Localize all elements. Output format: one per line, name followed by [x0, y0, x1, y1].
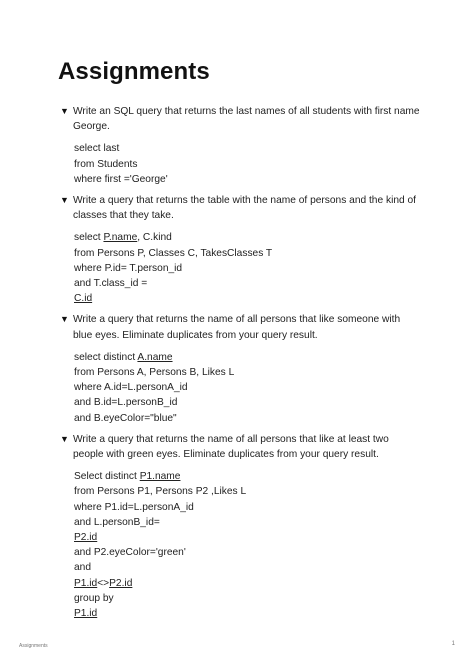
- sql-line: [74, 395, 420, 410]
- underlined-segment: A.name: [137, 351, 173, 363]
- sql-line: [74, 172, 420, 187]
- sql-line: [74, 350, 420, 365]
- sql-segment: and: [74, 562, 91, 574]
- sql-segment: where P1.id=L.personA_id: [74, 501, 194, 513]
- underlined-segment: P2.id: [74, 532, 98, 544]
- sql-line: [74, 484, 420, 499]
- sql-segment: and T.class_id =: [74, 278, 148, 290]
- sql-segment: where A.id=L.personA_id: [74, 382, 188, 394]
- sql-line: [74, 276, 420, 291]
- sql-line: [74, 380, 420, 395]
- question-text: Write an SQL query that returns the last names of all students with first name George.: [73, 106, 420, 133]
- question-text: Write a query that returns the name of all persons that like someone with blue eyes. Eliminate duplicates from your query result.: [73, 314, 401, 341]
- sql-answer: [60, 469, 420, 621]
- assignment-toggle: [60, 104, 420, 187]
- question-text: Write a query that returns the table with the name of persons and the kind of classes that they take.: [73, 195, 416, 222]
- sql-line: [74, 591, 420, 606]
- sql-line: [74, 545, 420, 560]
- assignment-question: [60, 312, 420, 342]
- sql-segment: select: [74, 232, 104, 244]
- sql-line: [74, 515, 420, 530]
- sql-line: [74, 157, 420, 172]
- assignment-toggle: [60, 432, 420, 621]
- triangle-down-icon[interactable]: ▼: [60, 433, 69, 444]
- sql-segment: and L.personB_id=: [74, 516, 160, 528]
- sql-segment: from Persons A, Persons B, Likes L: [74, 367, 235, 379]
- assignment-toggle: [60, 312, 420, 425]
- assignment-question: [60, 432, 420, 462]
- sql-segment: from Students: [74, 158, 138, 170]
- sql-segment: from Persons P1, Persons P2 ,Likes L: [74, 486, 247, 498]
- sql-segment: and B.eyeColor="blue": [74, 412, 177, 424]
- sql-answer: [60, 350, 420, 426]
- sql-line: [74, 411, 420, 426]
- sql-answer: [60, 230, 420, 306]
- sql-line: [74, 576, 420, 591]
- assignment-list: [60, 104, 420, 627]
- sql-line: [74, 500, 420, 515]
- sql-segment: select last: [74, 143, 120, 155]
- sql-line: [74, 560, 420, 575]
- sql-segment: group by: [74, 592, 114, 604]
- underlined-segment: P1.id: [74, 577, 98, 589]
- triangle-down-icon[interactable]: ▼: [60, 314, 69, 325]
- sql-line: [74, 141, 420, 156]
- sql-segment: where first ='George': [74, 173, 168, 185]
- question-text: Write a query that returns the name of all persons that like at least two people with green eyes. Eliminate duplicates from your query result.: [73, 433, 389, 461]
- sql-segment: <>: [97, 577, 110, 589]
- sql-line: [74, 246, 420, 261]
- sql-line: [74, 530, 420, 545]
- underlined-segment: P2.id: [109, 577, 133, 589]
- sql-segment: Select distinct: [74, 471, 140, 483]
- sql-line: [74, 291, 420, 306]
- sql-line: [74, 261, 420, 276]
- assignment-question: [60, 104, 420, 134]
- underlined-segment: P.name: [103, 232, 138, 244]
- sql-segment: and B.id=L.personB_id: [74, 397, 178, 409]
- sql-line: [74, 469, 420, 484]
- sql-segment: from Persons P, Classes C, TakesClasses T: [74, 247, 273, 259]
- sql-segment: , C.kind: [137, 232, 172, 244]
- triangle-down-icon[interactable]: ▼: [60, 195, 69, 206]
- sql-answer: [60, 141, 420, 187]
- triangle-down-icon[interactable]: ▼: [60, 106, 69, 116]
- underlined-segment: C.id: [74, 293, 93, 305]
- page-title: Assignments: [58, 58, 210, 85]
- sql-line: [74, 365, 420, 380]
- assignment-question: [60, 193, 420, 223]
- sql-line: [74, 606, 420, 621]
- sql-segment: select distinct: [74, 351, 138, 363]
- underlined-segment: P1.name: [139, 471, 181, 483]
- sql-line: [74, 230, 420, 245]
- assignment-toggle: [60, 193, 420, 306]
- footer-label: Assignments: [19, 643, 48, 649]
- underlined-segment: P1.id: [74, 608, 98, 620]
- page-number: 1: [451, 641, 455, 647]
- sql-segment: and P2.eyeColor='green': [74, 547, 186, 559]
- sql-segment: where P.id= T.person_id: [74, 262, 183, 274]
